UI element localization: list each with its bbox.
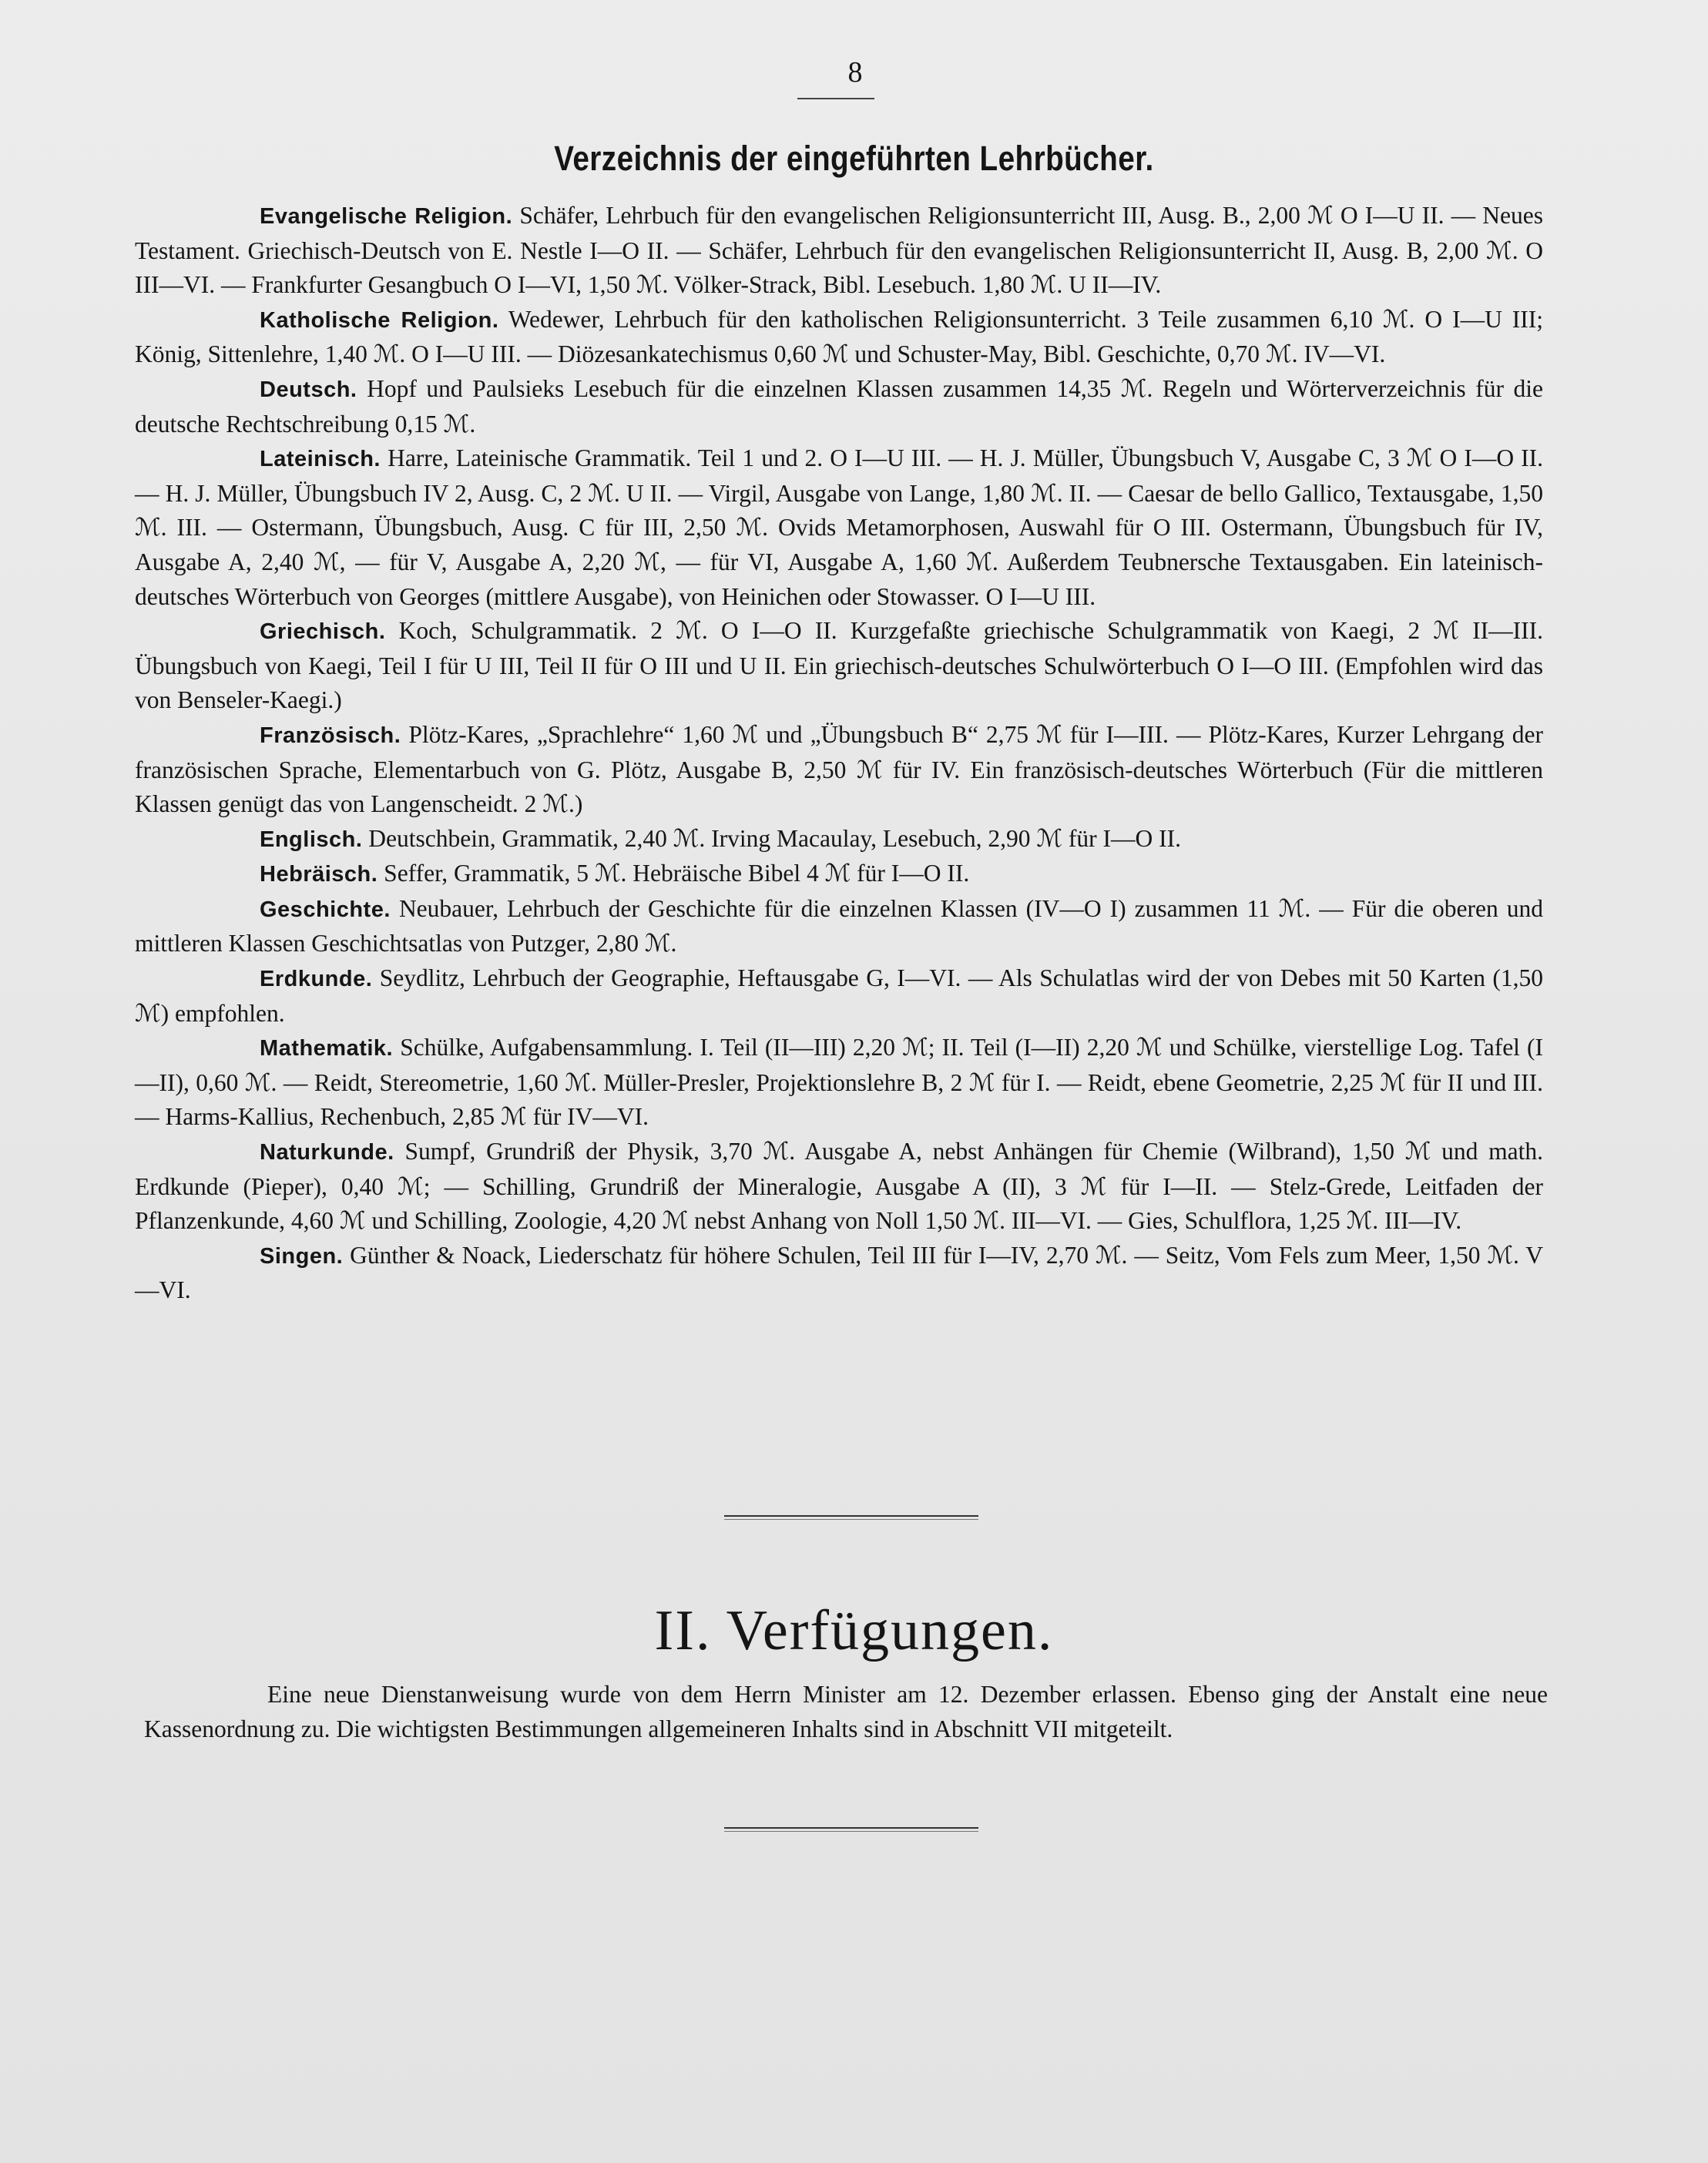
entry-subject: Erdkunde. [260,967,373,992]
entry-lateinisch [135,441,1543,614]
entry-subject: Geschichte. [260,897,391,922]
entry-geschichte [135,892,1543,961]
chapter-title: II. Verfügungen. [654,1599,1054,1662]
entry-text: Sumpf, Grundriß der Physik, 3,70 ℳ. Ausgabe A, nebst Anhängen für Chemie (Wilbrand), 1,50 ℳ und math. Erdkunde (Pieper), 0,40 ℳ; — Schilling, Grundriß der Mineralogie, Ausgabe A (II), 3 ℳ für I—II. — Stelz-Grede, Leitfaden der Pflanzenkunde, 4,60 ℳ und Schilling, Zoologie, 4,20 ℳ nebst Anhang von Noll 1,50 ℳ. III—VI. — Gies, Schulflora, 1,25 ℳ. III—IV. [135,1138,1543,1235]
entry-subject: Mathematik. [260,1036,394,1061]
entry-subject: Französisch. [260,723,401,748]
entry-text: Harre, Lateinische Grammatik. Teil 1 und 2. O I—U III. — H. J. Müller, Übungsbuch V, Ausgabe C, 3 ℳ O I—O II. — H. J. Müller, Übungsbuch IV 2, Ausg. C, 2 ℳ. U II. — Virgil, Ausgabe von Lange, 1,80 ℳ. II. — Caesar de bello Gallico, Textausgabe, 1,50 ℳ. III. — Ostermann, Übungsbuch, Ausg. C für III, 2,50 ℳ. Ovids Metamorphosen, Auswahl für O III. Ostermann, Übungsbuch für IV, Ausgabe A, 2,40 ℳ, — für V, Ausgabe A, 2,20 ℳ, — für VI, Ausgabe A, 1,60 ℳ. Außerdem Teubnersche Textausgaben. Ein lateinisch-deutsches Wörterbuch von Georges (mittlere Ausgabe), von Heinichen oder Stowasser. O I—U III. [135,444,1544,610]
entry-subject: Lateinisch. [260,447,381,472]
section-divider [724,1515,978,1517]
page-number: 8 [847,56,863,89]
entry-deutsch [135,372,1543,441]
entry-text: Günther & Noack, Liederschatz für höhere Schulen, Teil III für I—IV, 2,70 ℳ. — Seitz, Vom Fels zum Meer, 1,50 ℳ. V—VI. [135,1241,1544,1304]
entry-subject: Evangelische Religion. [260,204,513,229]
end-divider-thin [724,1831,978,1832]
end-divider [724,1827,978,1829]
entry-text: Schäfer, Lehrbuch für den evangelischen Religionsunterricht III, Ausg. B., 2,00 ℳ O I—U II. — Neues Testament. Griechisch-Deutsch von E. Nestle I—O II. — Schäfer, Lehrbuch für den evangelischen Religionsunterricht II, Ausg. B, 2,00 ℳ. O III—VI. — Frankfurter Gesangbuch O I—VI, 1,50 ℳ. Völker-Strack, Bibl. Lesebuch. 1,80 ℳ. U II—IV. [135,202,1544,299]
entry-franzoesisch [135,718,1543,822]
entry-text: Koch, Schulgrammatik. 2 ℳ. O I—O II. Kurzgefaßte griechische Schulgrammatik von Kaegi, 2 ℳ II—III. Übungsbuch von Kaegi, Teil I für U III, Teil II für O III und U II. Ein griechisch-deutsches Schulwörterbuch O I—O III. (Empfohlen wird das von Benseler-Kaegi.) [135,617,1543,714]
entry-mathematik [135,1031,1543,1135]
entry-singen [135,1239,1543,1308]
textbook-list [135,199,1543,1308]
section-divider-thin [724,1519,978,1520]
entry-subject: Katholische Religion. [260,307,499,333]
page-number-rule [797,98,874,99]
entry-text: Neubauer, Lehrbuch der Geschichte für die einzelnen Klassen (IV—O I) zusammen 11 ℳ. — Für die oberen und mittleren Klassen Geschichtsatlas von Putzger, 2,80 ℳ. [135,894,1544,957]
entry-subject: Naturkunde. [260,1140,394,1165]
entry-subject: Hebräisch. [260,862,378,887]
entry-katholische-religion [135,303,1543,372]
entry-text: Hopf und Paulsieks Lesebuch für die einzelnen Klassen zusammen 14,35 ℳ. Regeln und Wörterverzeichnis für die deutsche Rechtschreibung 0,15 ℳ. [135,374,1544,438]
entry-erdkunde [135,961,1543,1031]
entry-text: Seffer, Grammatik, 5 ℳ. Hebräische Bibel 4 ℳ für I—O II. [384,860,970,887]
entry-text: Schülke, Aufgabensammlung. I. Teil (II—III) 2,20 ℳ; II. Teil (I—II) 2,20 ℳ und Schülke, vierstellige Log. Tafel (I—II), 0,60 ℳ. — Reidt, Stereometrie, 1,60 ℳ. Müller-Presler, Projektionslehre B, 2 ℳ für I. — Reidt, ebene Geometrie, 2,25 ℳ für II und III. — Harms-Kallius, Rechenbuch, 2,85 ℳ für IV—VI. [135,1034,1544,1131]
entry-text: Plötz-Kares, „Sprachlehre“ 1,60 ℳ und „Übungsbuch B“ 2,75 ℳ für I—III. — Plötz-Kares, Kurzer Lehrgang der französischen Sprache, Elementarbuch von G. Plötz, Ausgabe B, 2,50 ℳ für IV. Ein französisch-deutsches Wörterbuch (Für die mittleren Klassen genügt das von Langenscheidt. 2 ℳ.) [135,720,1543,818]
entry-evangelische-religion [135,199,1543,303]
entry-subject: Englisch. [260,827,363,852]
entry-englisch [135,822,1543,857]
entry-subject: Singen. [260,1243,344,1269]
entry-hebraeisch [135,857,1543,892]
entry-naturkunde [135,1135,1543,1239]
entry-subject: Deutsch. [260,377,357,402]
chapter-paragraph: Eine neue Dienstanweisung wurde von dem Herrn Minister am 12. Dezember erlassen. Ebenso ging der Anstalt eine neue Kassenordnung zu. Die wichtigsten Bestimmungen allgemeineren Inhalts sind in Abschnitt VII mitgeteilt. [144,1681,1548,1742]
entry-text: Seydlitz, Lehrbuch der Geographie, Heftausgabe G, I—VI. — Als Schulatlas wird der von Debes mit 50 Karten (1,50 ℳ) empfohlen. [135,964,1544,1027]
section-title: Verzeichnis der eingeführten Lehrbücher. [554,139,1154,178]
entry-griechisch [135,614,1543,718]
entry-text: Wedewer, Lehrbuch für den katholischen Religionsunterricht. 3 Teile zusammen 6,10 ℳ. O I—U III; König, Sittenlehre, 1,40 ℳ. O I—U III. — Diözesankatechismus 0,60 ℳ und Schuster-May, Bibl. Geschichte, 0,70 ℳ. IV—VI. [135,305,1543,368]
entry-text: Deutschbein, Grammatik, 2,40 ℳ. Irving Macaulay, Lesebuch, 2,90 ℳ für I—O II. [368,824,1181,852]
entry-subject: Griechisch. [260,619,386,645]
